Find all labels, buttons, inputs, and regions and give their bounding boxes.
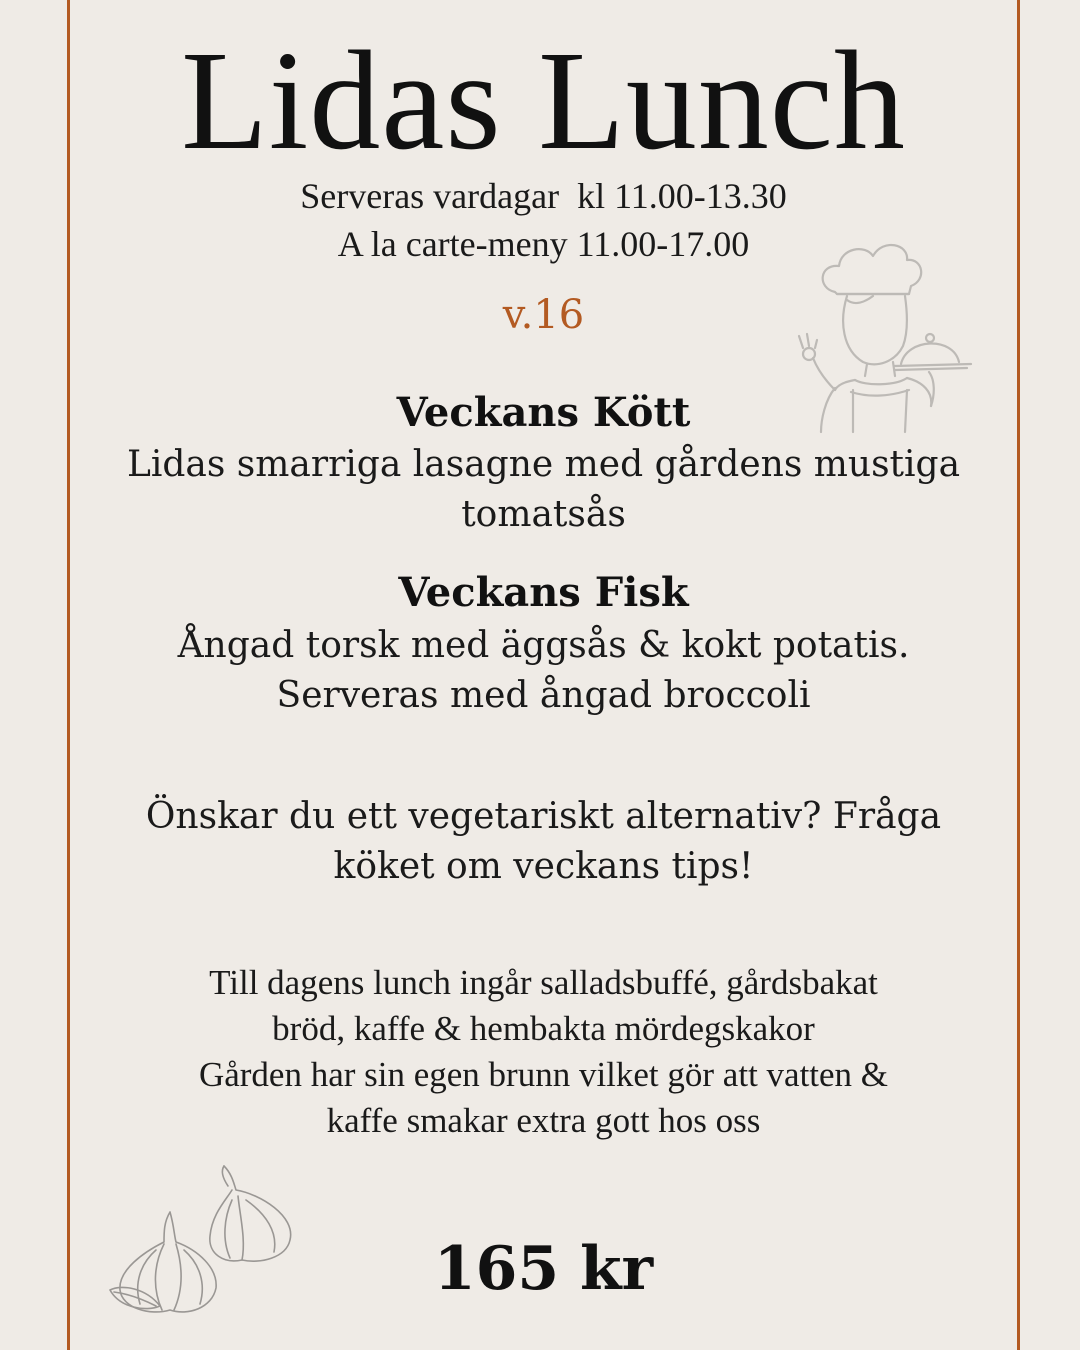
right-border-line — [1017, 0, 1020, 1350]
fish-description-line2: Serveras med ångad broccoli — [276, 675, 811, 716]
meat-heading: Veckans Kött — [396, 389, 691, 436]
included-line1: Till dagens lunch ingår salladsbuffé, gårdsbakat — [209, 963, 878, 1002]
fish-heading: Veckans Fisk — [398, 569, 689, 616]
included-line4: kaffe smakar extra gott hos oss — [326, 1101, 761, 1140]
menu-title: Lidas Lunch — [181, 21, 906, 179]
lunch-hours: Serveras vardagar kl 11.00-13.30 — [300, 176, 787, 216]
vegetarian-line1: Önskar du ett vegetariskt alternativ? Fråga — [145, 796, 942, 837]
vegetarian-line2: köket om veckans tips! — [333, 846, 754, 887]
alacarte-hours: A la carte-meny 11.00-17.00 — [337, 224, 750, 264]
price: 165 kr — [433, 1234, 654, 1304]
week-number: v.16 — [502, 292, 585, 338]
included-line3: Gården har sin egen brunn vilket gör att vatten & — [198, 1055, 889, 1094]
meat-description-line1: Lidas smarriga lasagne med gårdens mustiga — [126, 444, 961, 485]
meat-description-line2: tomatsås — [461, 494, 626, 535]
fish-description-line1: Ångad torsk med äggsås & kokt potatis. — [177, 625, 910, 666]
included-line2: bröd, kaffe & hembakta mördegskakor — [272, 1009, 815, 1048]
